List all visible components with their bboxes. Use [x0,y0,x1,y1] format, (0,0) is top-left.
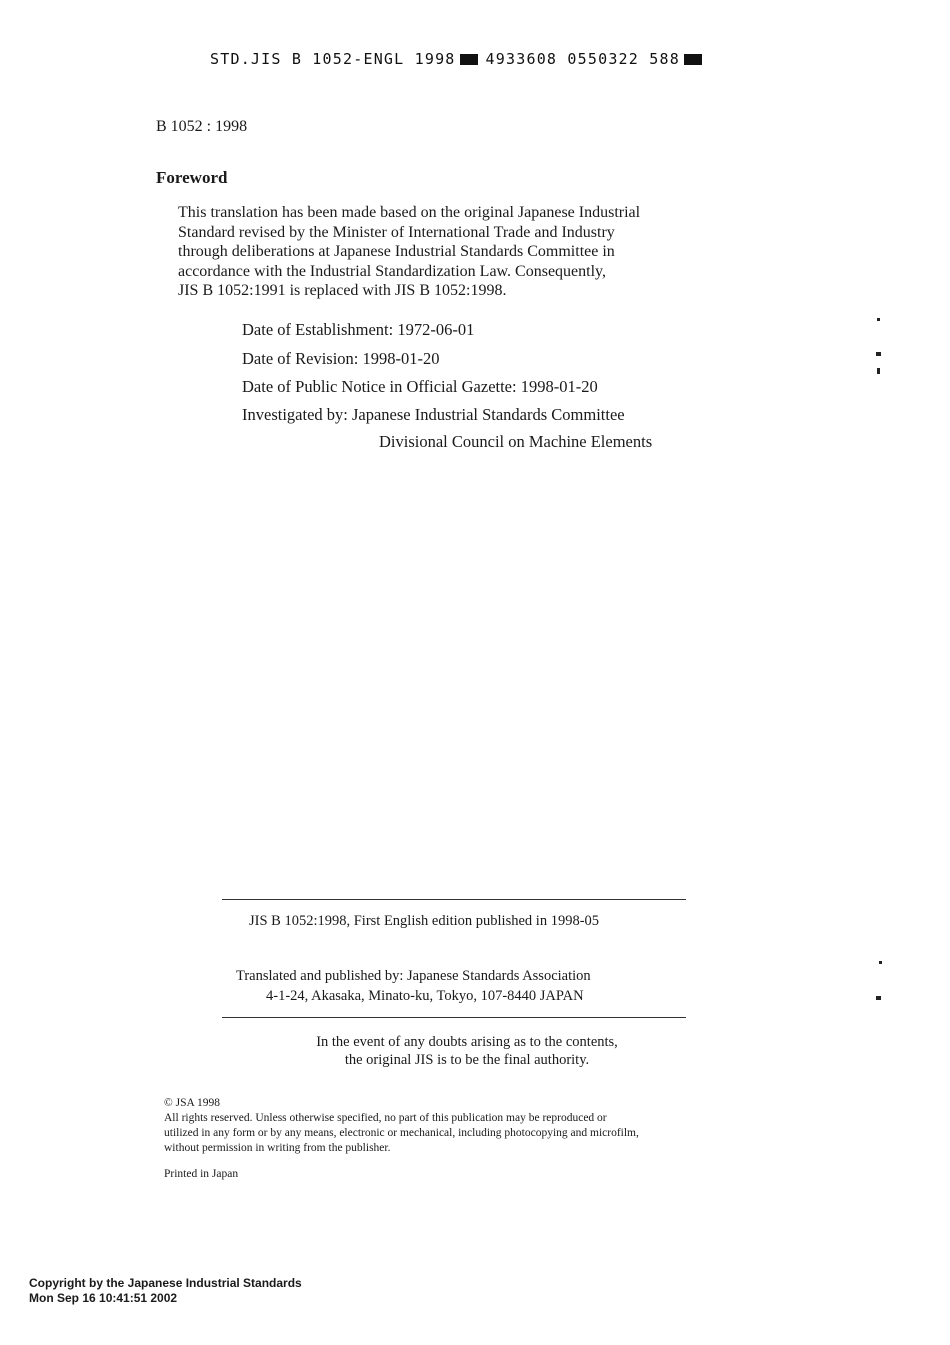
header-code-part2: 4933608 0550322 588 [485,50,680,68]
footer-timestamp: Mon Sep 16 10:41:51 2002 [29,1291,178,1305]
disclaimer-line-2: the original JIS is to be the final authority. [344,1052,590,1068]
foreword-line: through deliberations at Japanese Industrial Standards Committee in [178,243,615,261]
header-code-part1: STD.JIS B 1052-ENGL 1998 [210,50,456,68]
rights-line: All rights reserved. Unless otherwise specified, no part of this publication may be reproduced or [164,1112,607,1124]
redaction-block [684,54,702,65]
divider-bottom [222,1017,686,1018]
standard-number: B 1052 : 1998 [156,118,248,135]
investigated-by-council: Divisional Council on Machine Elements [379,432,653,451]
publisher-address: 4-1-24, Akasaka, Minato-ku, Tokyo, 107-8440 JAPAN [266,988,584,1004]
scan-artifact [879,961,882,964]
scan-artifact [877,318,880,321]
foreword-paragraph [178,203,748,301]
rights-line: without permission in writing from the publisher. [164,1142,391,1154]
publisher-info: Translated and published by: Japanese Standards Association [236,968,591,984]
foreword-line: accordance with the Industrial Standardization Law. Consequently, [178,262,607,280]
header-document-code [210,50,710,68]
foreword-line: This translation has been made based on the original Japanese Industrial [178,204,641,221]
foreword-line: Standard revised by the Minister of International Trade and Industry [178,223,615,241]
date-of-establishment: Date of Establishment: 1972-06-01 [242,320,475,339]
rights-line: utilized in any form or by any means, electronic or mechanical, including photocopying and microfilm, [164,1127,639,1139]
investigated-by: Investigated by: Japanese Industrial Standards Committee [242,405,625,424]
scan-artifact [876,352,881,356]
scan-artifact [877,368,880,374]
foreword-line: JIS B 1052:1991 is replaced with JIS B 1052:1998. [178,282,507,300]
footer-copyright: Copyright by the Japanese Industrial Standards [29,1276,302,1290]
printed-in: Printed in Japan [164,1168,239,1180]
foreword-heading: Foreword [156,168,228,187]
date-of-public-notice: Date of Public Notice in Official Gazette: 1998-01-20 [242,377,598,396]
redaction-block [460,54,478,65]
divider-top [222,899,686,900]
disclaimer-line-1: In the event of any doubts arising as to the contents, [316,1034,618,1050]
edition-info: JIS B 1052:1998, First English edition published in 1998-05 [249,913,600,929]
copyright-notice: © JSA 1998 [164,1097,221,1109]
scan-artifact [876,996,881,1000]
date-of-revision: Date of Revision: 1998-01-20 [242,349,440,368]
